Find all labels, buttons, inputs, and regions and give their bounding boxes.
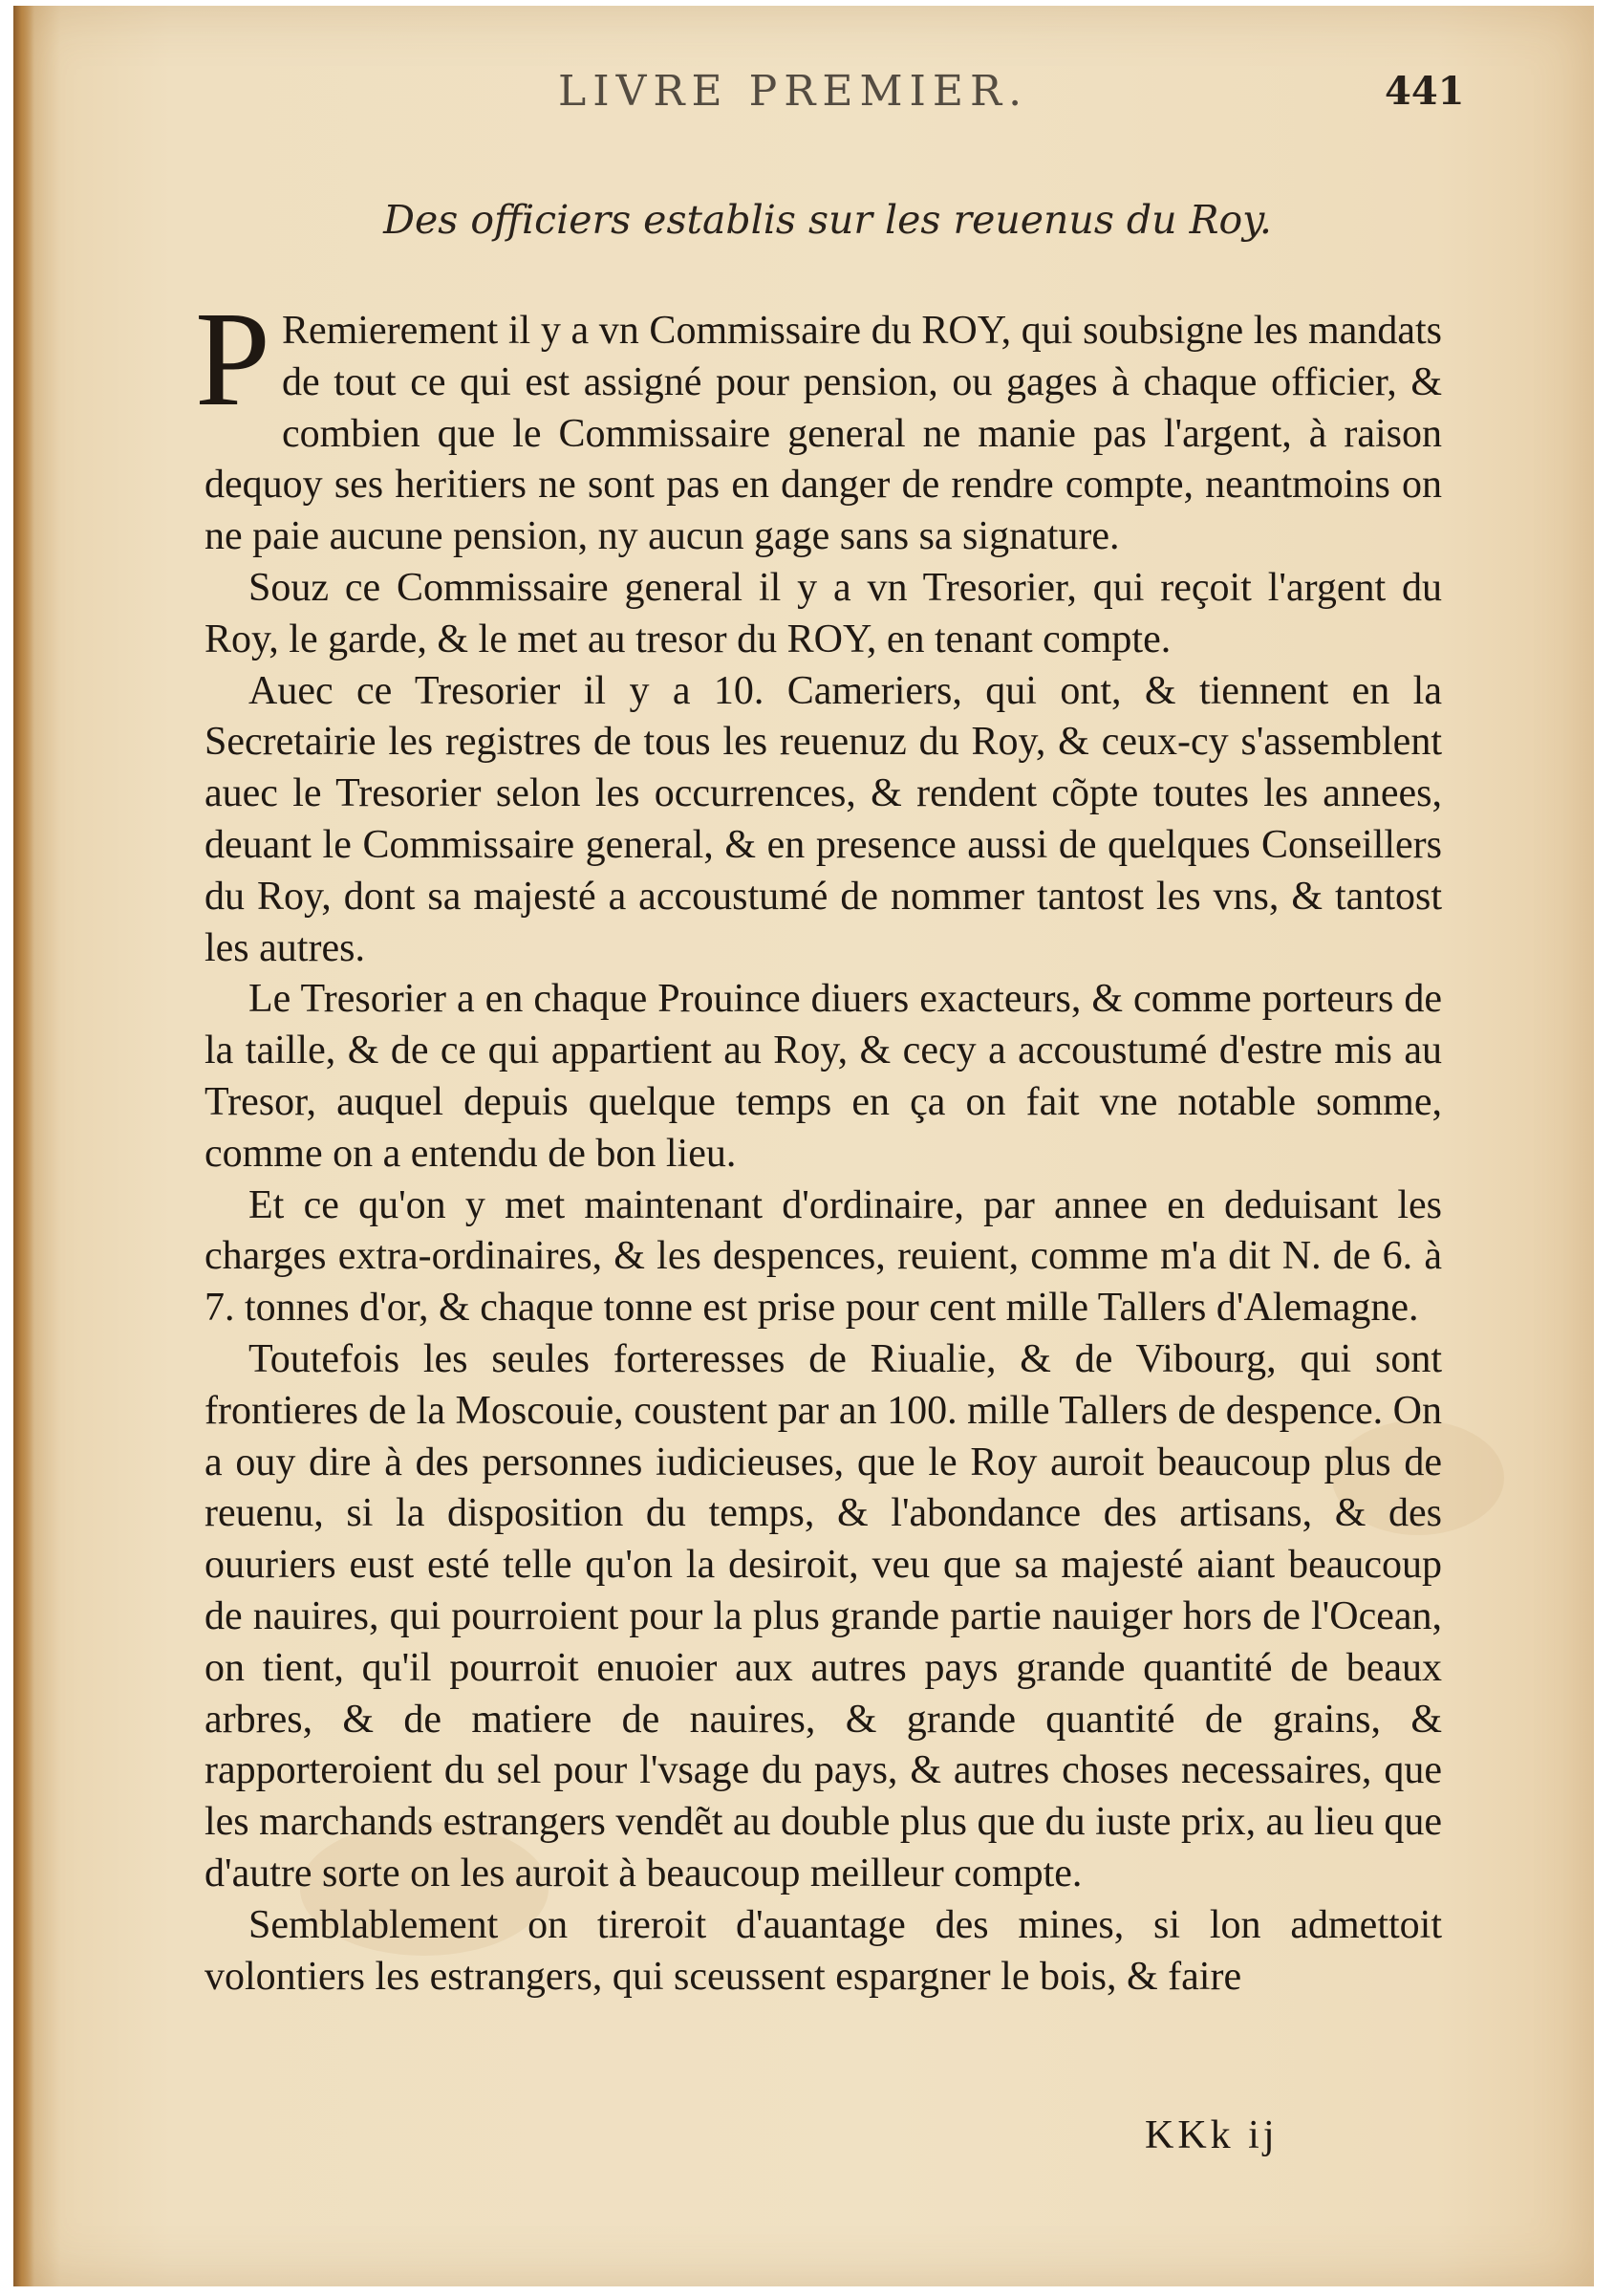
book-page [13, 6, 1594, 2286]
page-number: 441 [1385, 69, 1465, 114]
running-title: LIVRE PREMIER. [558, 67, 1029, 116]
page-spine-shadow [13, 6, 34, 2286]
paragraph: Souz ce Commissaire general il y a vn Tresorier, qui reçoit l'argent du Roy, le garde, & le met au tresor du ROY, en tenant compte. [204, 565, 1442, 661]
section-title: Des officiers establis sur les reuenus du Roy. [383, 197, 1272, 243]
paragraph: Toutefois les seules forteresses de Riualie, & de Vibourg, qui sont frontieres de la Moscouie, coustent par an 100. mille Tallers de despence. On a ouy dire à des personnes iudicieuses, que le Roy auroit beaucoup plus de reuenu, si la disposition du temps, & l'abondance des artisans, & des ouuriers eust esté telle qu'on la desiroit, veu que sa majesté aiant beaucoup de nauires, qui pourroient pour la plus grande partie nauiger hors de l'Ocean, on tient, qu'il pourroit enuoier aux autres pays grande quantité de beaux arbres, & de matiere de nauires, & grande quantité de grains, & rapporteroient du sel pour l'vsage du pays, & autres choses necessaires, que les marchands estrangers vendẽt au double plus que du iuste prix, au lieu que d'autre sorte on les auroit à beaucoup meilleur compte. [204, 1336, 1442, 1895]
paragraph: Auec ce Tresorier il y a 10. Cameriers, qui ont, & tiennent en la Secretairie les registres de tous les reuenuz du Roy, & ceux-cy s'assemblent auec le Tresorier selon les occurrences, & rendent cõpte toutes les annees, deuant le Commissaire general, & en presence aussi de quelques Conseillers du Roy, dont sa majesté a accoustumé de nommer tantost les vns, & tantost les autres. [204, 668, 1442, 970]
drop-cap: P [195, 283, 270, 434]
paragraph: Et ce qu'on y met maintenant d'ordinaire, par annee en deduisant les charges extra-ordinaires, & les despences, reuient, comme m'a dit N. de 6. à 7. tonnes d'or, & chaque tonne est prise pour cent mille Tallers d'Alemagne. [204, 1182, 1442, 1331]
paragraph [195, 283, 1442, 563]
paragraph: Semblablement on tireroit d'auantage des mines, si lon admettoit volontiers les estrangers, qui sceussent espargner le bois, & faire [204, 1902, 1442, 1999]
signature-mark: KKk ij [1145, 2113, 1279, 2157]
body-text [195, 283, 1442, 2003]
running-head [13, 67, 1594, 134]
paragraph-text: Remierement il y a vn Commissaire du ROY, qui soubsigne les mandats de tout ce qui est assigné pour pension, ou gages à chaque officier, & combien que le Commissaire general ne manie pas l'argent, à raison dequoy ses heritiers ne sont pas en danger de rendre compte, neantmoins on ne paie aucune pension, ny aucun gage sans sa signature. [204, 309, 1442, 559]
paragraph: Le Tresorier a en chaque Prouince diuers exacteurs, & comme porteurs de la taille, & de ce qui appartient au Roy, & cecy a accoustumé d'estre mis au Tresor, auquel depuis quelque temps en ça on fait vne notable somme, comme on a entendu de bon lieu. [204, 977, 1442, 1176]
